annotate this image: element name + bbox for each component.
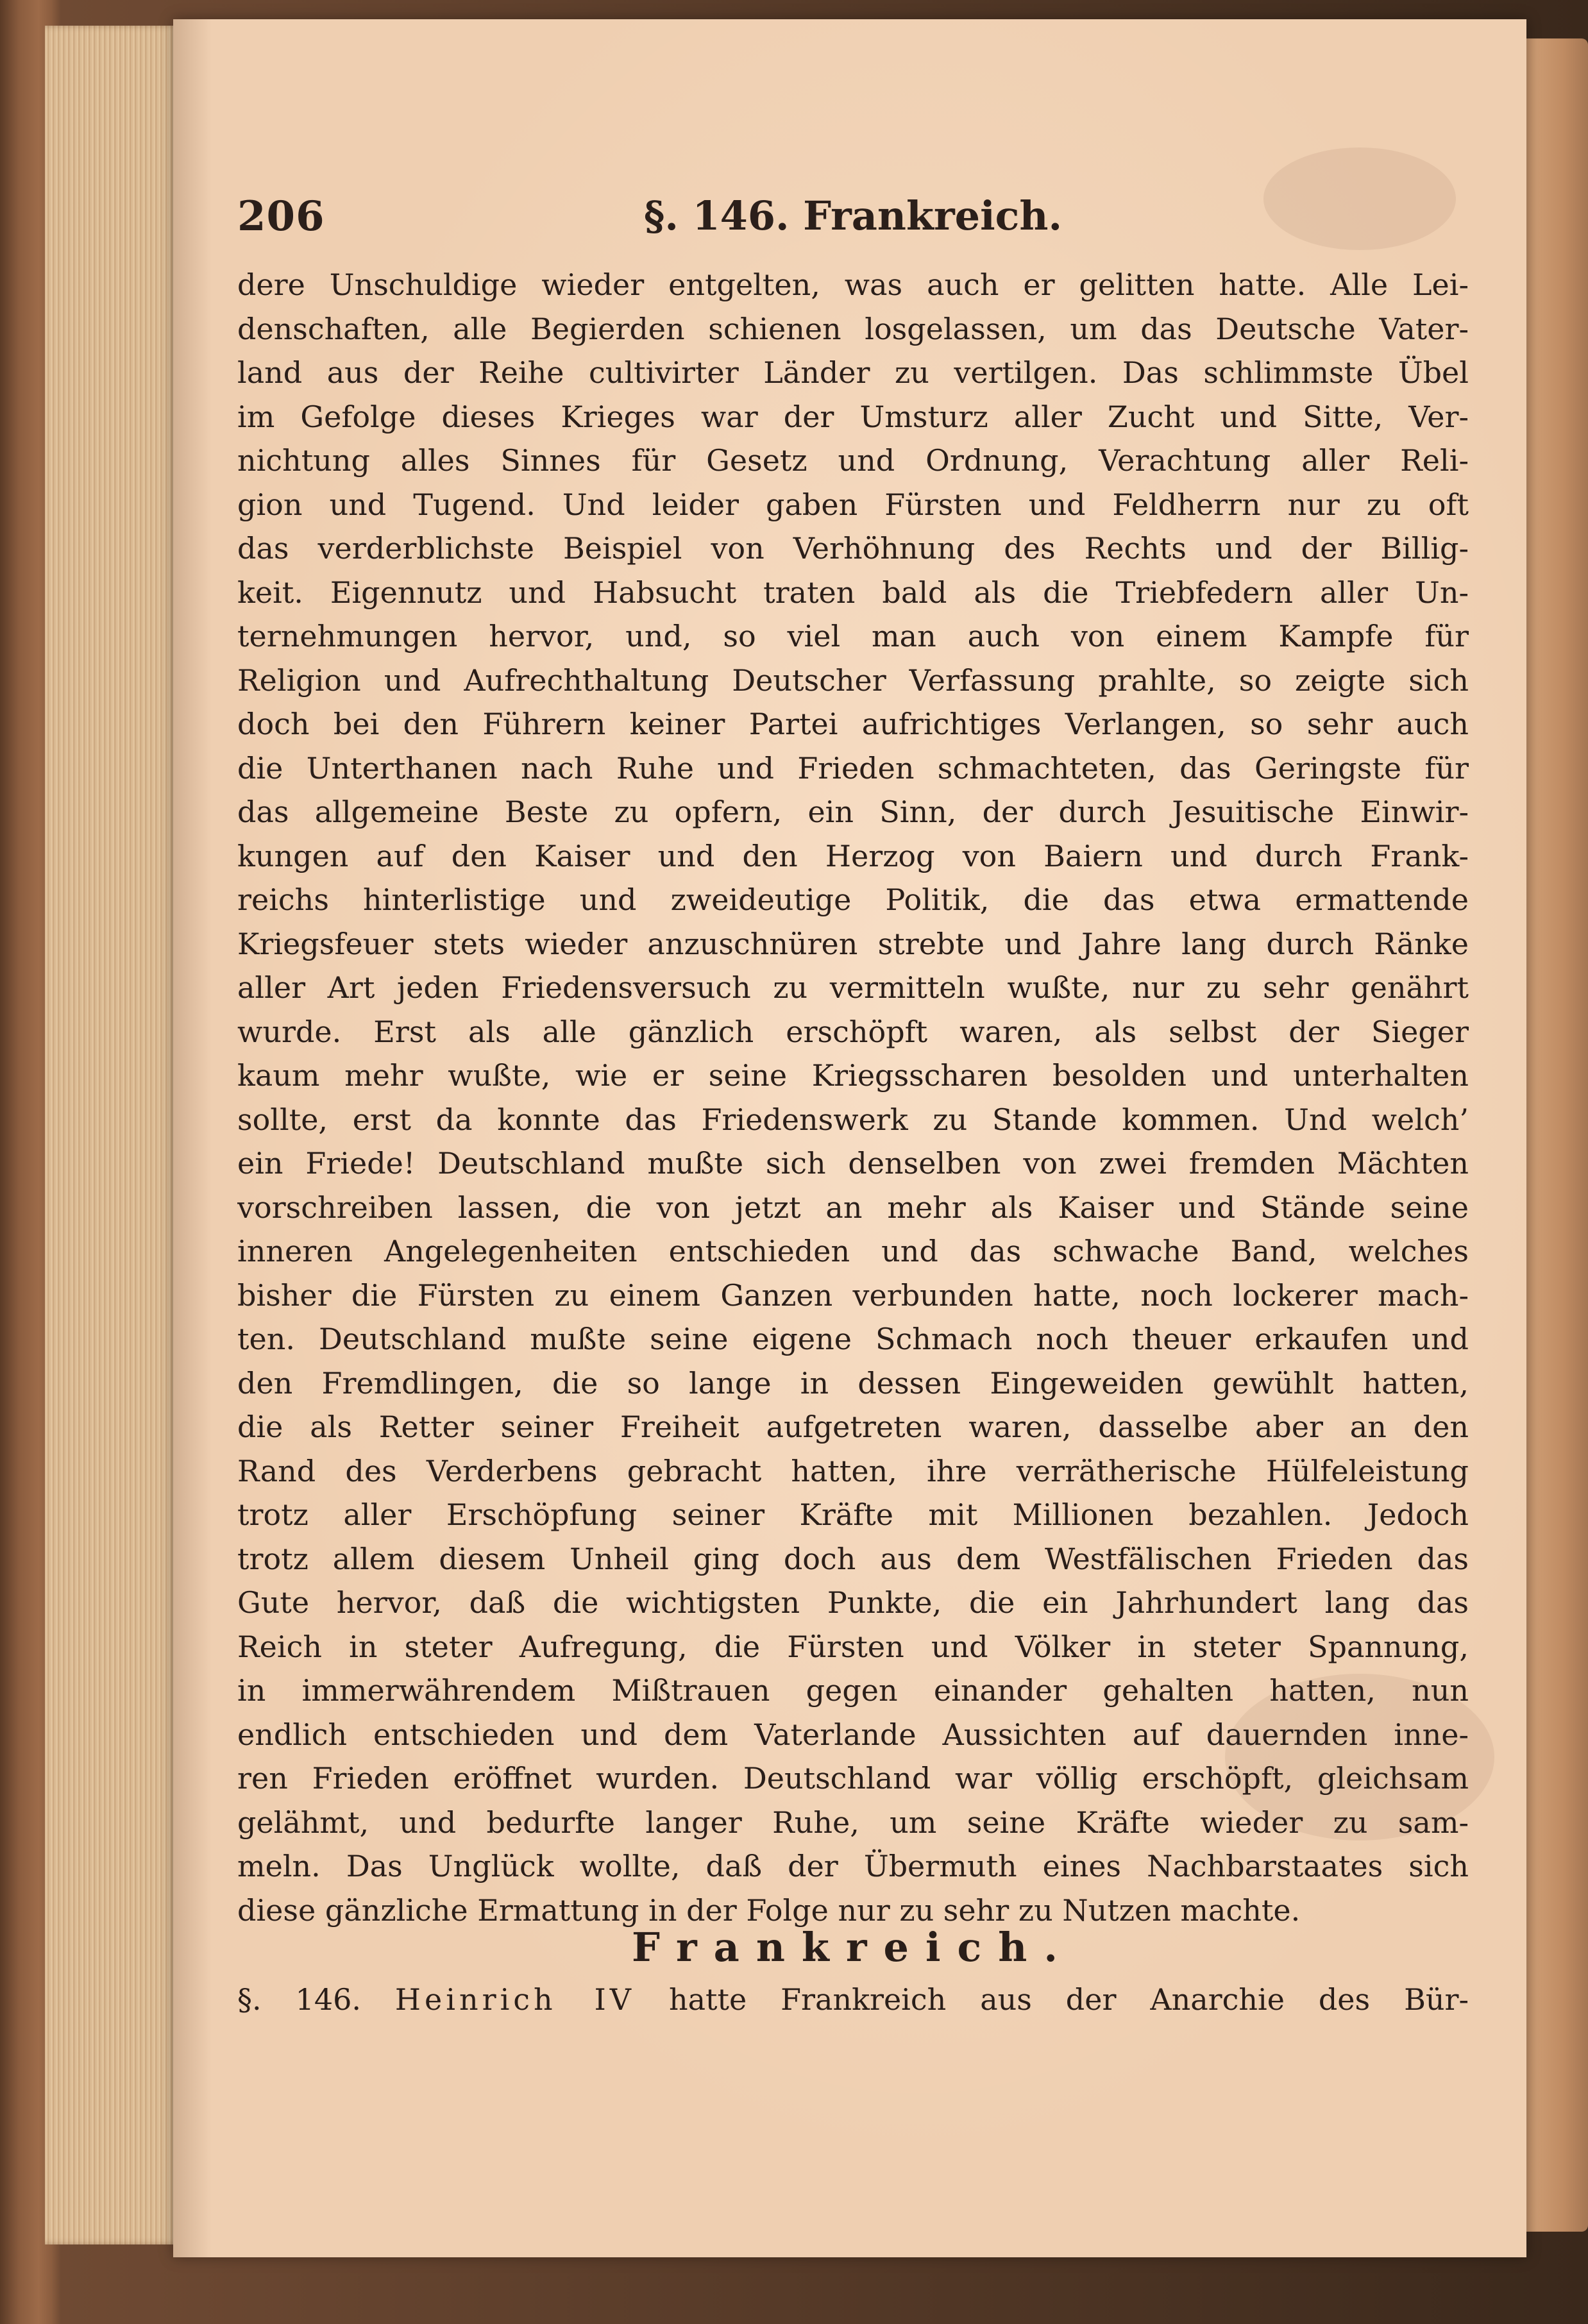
text-line: ein Friede! Deutschland mußte sich denselben von zwei fremden Mächten	[237, 1146, 1469, 1181]
text-line: Gute hervor, daß die wichtigsten Punkte, die ein Jahrhundert lang das	[237, 1585, 1469, 1620]
page-number: 206	[237, 192, 325, 240]
text-line: meln. Das Unglück wollte, daß der Übermuth eines Nachbarstaates sich	[237, 1849, 1469, 1883]
text-line: wurde. Erst als alle gänzlich erschöpft waren, als selbst der Sieger	[237, 1014, 1469, 1049]
text-line: Reich in steter Aufregung, die Fürsten und Völker in steter Spannung,	[237, 1629, 1469, 1664]
text-line: inneren Angelegenheiten entschieden und das schwache Band, welches	[237, 1234, 1469, 1268]
text-line: gelähmt, und bedurfte langer Ruhe, um seine Kräfte wieder zu sam-	[237, 1805, 1469, 1840]
text-line: reichs hinterlistige und zweideutige Politik, die das etwa ermattende	[237, 882, 1469, 917]
text-line: denschaften, alle Begierden schienen losgelassen, um das Deutsche Vater-	[237, 311, 1469, 346]
section-lead-name: Heinrich IV	[394, 1982, 636, 2017]
running-head-section: §. 146.	[643, 192, 790, 239]
text-line: ren Frieden eröffnet wurden. Deutschland war völlig erschöpft, gleichsam	[237, 1761, 1469, 1796]
text-line: trotz aller Erschöpfung seiner Kräfte mit Millionen bezahlen. Jedoch	[237, 1497, 1469, 1532]
text-line: keit. Eigennutz und Habsucht traten bald als die Triebfedern aller Un-	[237, 575, 1469, 610]
text-line: vorschreiben lassen, die von jetzt an mehr als Kaiser und Stände seine	[237, 1190, 1469, 1225]
page-header	[237, 192, 1469, 250]
text-line: kungen auf den Kaiser und den Herzog von Baiern und durch Frank-	[237, 838, 1469, 873]
running-head-title: Frankreich.	[803, 192, 1063, 239]
body-text	[237, 263, 1469, 1932]
text-line: dere Unschuldige wieder entgelten, was auch er gelitten hatte. Alle Lei-	[237, 267, 1469, 302]
section-text: hatte Frankreich aus der Anarchie des Bür-	[668, 1982, 1469, 2017]
text-line: land aus der Reihe cultivirter Länder zu vertilgen. Das schlimmste Übel	[237, 355, 1469, 390]
text-line: die als Retter seiner Freiheit aufgetreten waren, dasselbe aber an den	[237, 1410, 1469, 1444]
text-line: trotz allem diesem Unheil ging doch aus dem Westfälischen Frieden das	[237, 1541, 1469, 1576]
text-line: die Unterthanen nach Ruhe und Frieden schmachteten, das Geringste für	[237, 750, 1469, 786]
text-line: ten. Deutschland mußte seine eigene Schmach noch theuer erkaufen und	[237, 1322, 1469, 1356]
running-head	[237, 192, 1469, 239]
text-line: den Fremdlingen, die so lange in dessen Eingeweiden gewühlt hatten,	[237, 1365, 1469, 1401]
text-line: sollte, erst da konnte das Friedenswerk zu Stande kommen. Und welch’	[237, 1102, 1469, 1137]
text-line: in immerwährendem Mißtrauen gegen einander gehalten hatten, nun	[237, 1673, 1469, 1708]
text-line: doch bei den Führern keiner Partei aufrichtiges Verlangen, so sehr auch	[237, 707, 1469, 741]
text-line: nichtung alles Sinnes für Gesetz und Ordnung, Verachtung aller Reli-	[237, 443, 1469, 478]
text-line: bisher die Fürsten zu einem Ganzen verbunden hatte, noch lockerer mach-	[237, 1277, 1469, 1313]
section-first-line	[237, 1976, 1469, 2023]
text-line: gion und Tugend. Und leider gaben Fürsten und Feldherrn nur zu oft	[237, 487, 1469, 522]
text-line: aller Art jeden Friedensversuch zu vermitteln wußte, nur zu sehr genährt	[237, 970, 1469, 1005]
section-heading: Frankreich.	[632, 1924, 1074, 1971]
text-line: Religion und Aufrechthaltung Deutscher Verfassung prahlte, so zeigte sich	[237, 662, 1469, 698]
text-line: im Gefolge dieses Krieges war der Umsturz aller Zucht und Sitte, Ver-	[237, 399, 1469, 434]
text-line: ternehmungen hervor, und, so viel man auch von einem Kampfe für	[237, 619, 1469, 653]
text-line: endlich entschieden und dem Vaterlande Aussichten auf dauernden inne-	[237, 1717, 1469, 1752]
text-line: das allgemeine Beste zu opfern, ein Sinn, der durch Jesuitische Einwir-	[237, 795, 1469, 829]
text-line: diese gänzliche Ermattung in der Folge nur zu sehr zu Nutzen machte.	[237, 1892, 1301, 1928]
section-number: §. 146.	[237, 1982, 361, 2017]
text-line: das verderblichste Beispiel von Verhöhnung des Rechts und der Billig-	[237, 531, 1469, 566]
text-line: kaum mehr wußte, wie er seine Kriegsscharen besolden und unterhalten	[237, 1058, 1469, 1093]
text-line: Kriegsfeuer stets wieder anzuschnüren strebte und Jahre lang durch Ränke	[237, 926, 1469, 961]
text-line: Rand des Verderbens gebracht hatten, ihre verrätherische Hülfeleistung	[237, 1453, 1469, 1488]
page-edges	[45, 26, 180, 2244]
